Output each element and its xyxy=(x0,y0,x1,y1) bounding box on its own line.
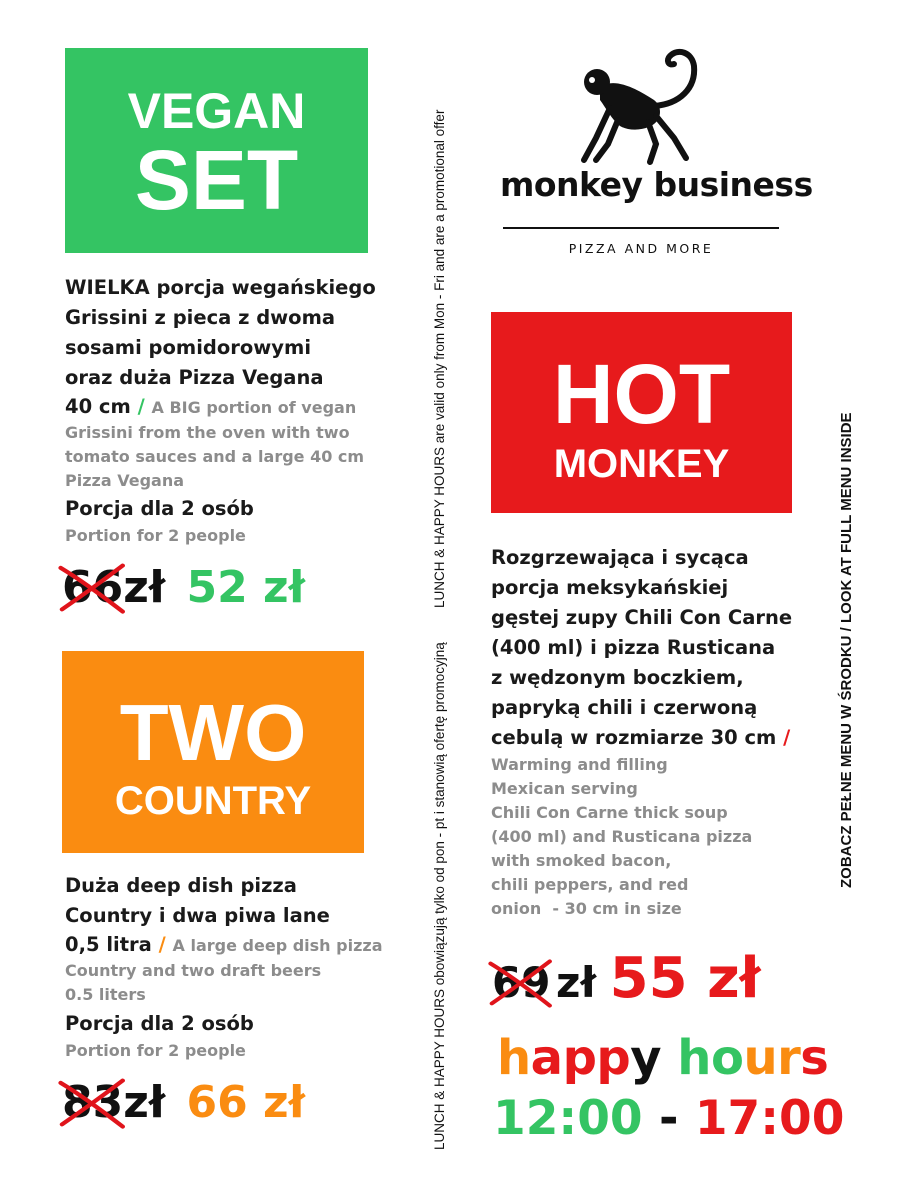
monkey-icon xyxy=(570,48,710,166)
logo-divider xyxy=(503,227,779,229)
happy-letter xyxy=(661,1030,677,1086)
vegan-size: 40 cm xyxy=(65,395,131,418)
two-new-price: 66 zł xyxy=(186,1077,305,1128)
hot-en-line: Warming and filling xyxy=(491,755,668,774)
two-en-line: Country and two draft beers xyxy=(65,961,322,980)
happy-letter: h xyxy=(677,1030,711,1086)
hot-en-line: Chili Con Carne thick soup xyxy=(491,803,728,822)
vegan-en-line: tomato sauces and a large 40 cm xyxy=(65,447,365,466)
two-size-line xyxy=(65,931,383,959)
hot-pl-line: Rozgrzewająca i sycąca xyxy=(491,546,749,569)
two-size: 0,5 litra xyxy=(65,933,152,956)
vegan-portion-pl: Porcja dla 2 osób xyxy=(65,497,254,520)
hot-description xyxy=(491,543,792,921)
promo-note-pl: LUNCH & HAPPY HOURS obowiązują tylko od pon - pt i stanowią ofertę promocyjną xyxy=(432,642,447,1150)
two-en-line: 0.5 liters xyxy=(65,985,146,1004)
happy-hours-time xyxy=(493,1091,844,1146)
happy-letter: u xyxy=(743,1030,778,1086)
two-country-title-box xyxy=(62,651,364,853)
vegan-price xyxy=(62,562,305,613)
happy-letter: h xyxy=(497,1030,531,1086)
happy-letter: o xyxy=(710,1030,744,1086)
vegan-title-line2: SET xyxy=(134,133,299,227)
happy-letter: p xyxy=(562,1030,597,1086)
vegan-description xyxy=(65,273,376,548)
vegan-set-title-box xyxy=(65,48,368,253)
logo-tagline: PIZZA AND MORE xyxy=(568,241,714,256)
two-title-line1: TWO xyxy=(119,688,307,777)
vegan-en-line: Pizza Vegana xyxy=(65,471,184,490)
vegan-title-line1: VEGAN xyxy=(127,83,306,139)
hot-pl-line: gęstej zupy Chili Con Carne xyxy=(491,606,793,629)
happy-hours-heading xyxy=(497,1030,828,1086)
two-pl-line: Duża deep dish pizza xyxy=(65,874,297,897)
vegan-portion-en: Portion for 2 people xyxy=(65,526,246,545)
two-price xyxy=(62,1077,305,1128)
two-slash: / xyxy=(158,933,166,956)
two-title-line2: COUNTRY xyxy=(114,779,312,823)
hot-en-line: with smoked bacon, xyxy=(491,851,672,870)
hot-monkey-title-box xyxy=(491,312,792,513)
hot-new-price: 55 zł xyxy=(609,946,761,1011)
hot-slash: / xyxy=(783,726,791,749)
vegan-en-first: A BIG portion of vegan xyxy=(151,398,357,417)
vegan-new-price: 52 zł xyxy=(186,562,305,613)
hot-en-line: (400 ml) and Rusticana pizza xyxy=(491,827,753,846)
happy-letter: r xyxy=(777,1030,801,1086)
two-pl-line: Country i dwa piwa lane xyxy=(65,904,330,927)
two-en-first: A large deep dish pizza xyxy=(172,936,383,955)
happy-letter: s xyxy=(800,1030,829,1086)
vegan-pl-line: oraz duża Pizza Vegana xyxy=(65,366,324,389)
full-menu-note: ZOBACZ PEŁNE MENU W ŚRODKU / LOOK AT FULL MENU INSIDE xyxy=(838,412,855,888)
vegan-old-price: 66 xyxy=(62,562,123,613)
vegan-pl-line: Grissini z pieca z dwoma xyxy=(65,306,336,329)
hot-old-currency: zł xyxy=(556,958,597,1007)
hot-pl-line: porcja meksykańskiej xyxy=(491,576,729,599)
hot-en-line: chili peppers, and red xyxy=(491,875,689,894)
hot-pl-line: cebulą w rozmiarze 30 cm / xyxy=(491,726,791,749)
hot-pl-line: (400 ml) i pizza Rusticana xyxy=(491,636,776,659)
vegan-size-line xyxy=(65,393,376,421)
two-old-currency: zł xyxy=(123,1077,166,1128)
hot-en-line: onion - 30 cm in size xyxy=(491,899,682,918)
happy-letter: y xyxy=(630,1030,662,1086)
time-separator: - xyxy=(642,1091,695,1146)
two-old-price: 83 xyxy=(62,1077,123,1128)
vegan-pl-line: sosami pomidorowymi xyxy=(65,336,312,359)
two-portion-en: Portion for 2 people xyxy=(65,1041,246,1060)
happy-letter: p xyxy=(596,1030,631,1086)
hot-pl-line: z wędzonym boczkiem, xyxy=(491,666,744,689)
vegan-pl-line: WIELKA porcja wegańskiego xyxy=(65,276,376,299)
hot-old-price: 69 xyxy=(492,958,550,1007)
vegan-slash: / xyxy=(137,395,145,418)
time-end: 17:00 xyxy=(694,1091,845,1146)
time-start: 12:00 xyxy=(493,1091,643,1146)
hot-en-line: Mexican serving xyxy=(491,779,638,798)
strikethrough-icon xyxy=(58,560,125,616)
hot-pl-line: papryką chili i czerwoną xyxy=(491,696,758,719)
happy-letter: a xyxy=(530,1030,563,1086)
hot-price xyxy=(492,946,760,1011)
two-description xyxy=(65,871,383,1063)
vegan-en-line: Grissini from the oven with two xyxy=(65,423,350,442)
hot-title-line2: MONKEY xyxy=(553,442,730,486)
logo-name: monkey business xyxy=(500,165,813,204)
promo-note-en: LUNCH & HAPPY HOURS are valid only from Mon - Fri and are a promotional offer xyxy=(432,109,447,608)
strikethrough-icon xyxy=(488,956,552,1010)
hot-title-line1: HOT xyxy=(552,347,731,441)
two-portion-pl: Porcja dla 2 osób xyxy=(65,1012,254,1035)
strikethrough-icon xyxy=(58,1075,125,1131)
vegan-old-currency: zł xyxy=(123,562,166,613)
